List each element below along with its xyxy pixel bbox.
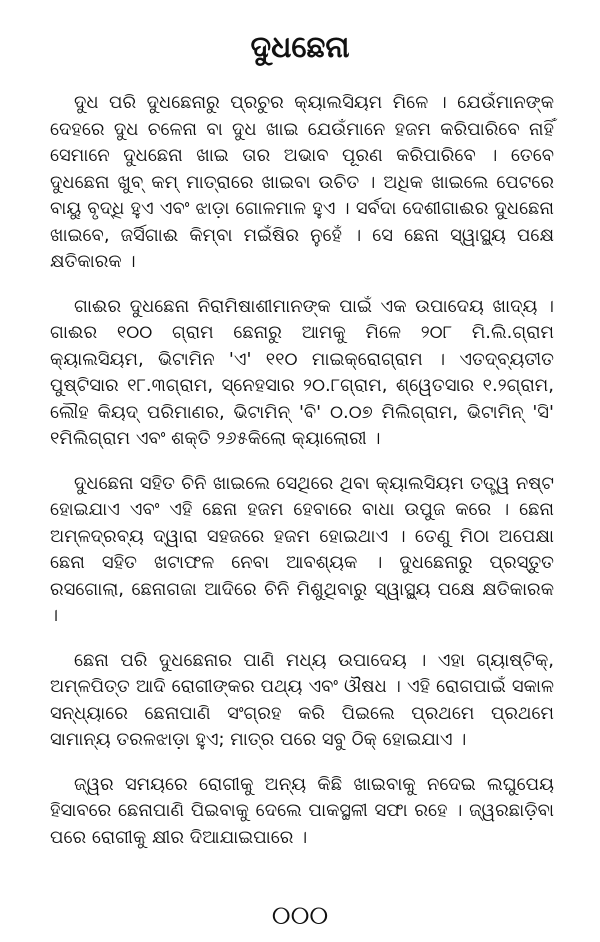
paragraph-4: ଛେନା ପରି ଦୁଧଛେନାର ପାଣି ମଧ୍ୟ ଉପାଦେୟ । ଏହା ଗ୍ୟାଷ୍ଟିକ୍, ଅମ୍ଳପିତ୍ତ ଆଦି ରୋଗୀଙ୍କର ପଥ୍ୟ ଏବଂ ଔଷଧ । ଏହି ରୋଗପାଇଁ ସକାଳ ସନ୍ଧ୍ୟାରେ ଛେନାପାଣି ସଂଗ୍ରହ କରି ପିଇଲେ ପ୍ରଥମେ ପ୍ରଥମେ ସାମାନ୍ୟ ତରଳଝାଡ଼ା ହୁଏ; ମାତ୍ର ପରେ ସବୁ ଠିକ୍ ହୋଇଯାଏ ।	[50, 649, 554, 750]
paragraph-2: ଗାଈର ଦୁଧଛେନା ନିରାମିଷାଶୀମାନଙ୍କ ପାଇଁ ଏକ ଉପାଦେୟ ଖାଦ୍ୟ । ଗାଈର ୧୦୦ ଗ୍ରାମ ଛେନାରୁ ଆମକୁ ମିଳେ ୨୦୮ ମି.ଲି.ଗ୍ରାମ କ୍ୟାଲସିୟମ, ଭିଟାମିନ 'ଏ' ୧୧୦ ମାଇକ୍ରୋଗ୍ରାମ । ଏତଦ୍‌ବ୍ୟତୀତ ପୁଷ୍ଟିସାର ୧୮.୩ଗ୍ରାମ, ସ୍ନେହସାର ୨୦.୮ଗ୍ରାମ, ଶ୍ୱେତସାର ୧.୨ଗ୍ରାମ, ଲୌହ କିୟଦ୍ ପରିମାଣର, ଭିଟାମିନ୍ 'ବି' ୦.୦୭ ମିଲିଗ୍ରାମ, ଭିଟାମିନ୍ 'ସି' ୧ମିଲିଗ୍ରାମ ଏବଂ ଶକ୍ତି ୨୬୫କିଲୋ କ୍ୟାଲୋରୀ ।	[50, 295, 554, 449]
paragraph-3: ଦୁଧଛେନା ସହିତ ଚିନି ଖାଇଲେ ସେଥିରେ ଥିବା କ୍ୟାଲସିୟମ ତତ୍ତ୍ୱ ନଷ୍ଟ ହୋଇଯାଏ ଏବଂ ଏହି ଛେନା ହଜମ ହେବାରେ ବାଧା ଉପୁଜ କରେ । ଛେନା ଅମ୍ଳଦ୍ରବ୍ୟ ଦ୍ୱାରା ସହଜରେ ହଜମ ହୋଇଥାଏ । ତେଣୁ ମିଠା ଅପେକ୍ଷା ଛେନା ସହିତ ଖଟାଫଳ ନେବା ଆବଶ୍ୟକ । ଦୁଧଛେନାରୁ ପ୍ରସ୍ତୁତ ରସଗୋଲା, ଛେନାଗଜା ଆଦିରେ ଚିନି ମିଶୁଥିବାରୁ ସ୍ୱାସ୍ଥ୍ୟ ପକ୍ଷେ କ୍ଷତିକାରକ ।	[50, 472, 554, 626]
page-number: ୦୦୦	[271, 901, 329, 931]
page-title: ଦୁଧଛେନା	[250, 30, 350, 65]
paragraph-5: ଜ୍ୱର ସମୟରେ ରୋଗୀକୁ ଅନ୍ୟ କିଛି ଖାଇବାକୁ ନଦେଇ ଲଘୁପେୟ ହିସାବରେ ଛେନାପାଣି ପିଇବାକୁ ଦେଲେ ପାକସ୍ଥଳୀ ସଫା ରହେ । ଜ୍ୱରଛାଡ଼ିବା ପରେ ରୋଗୀକୁ କ୍ଷୀର ଦିଆଯାଇପାରେ ।	[50, 773, 554, 848]
body-text	[50, 90, 554, 869]
paragraph-1: ଦୁଧ ପରି ଦୁଧଛେନାରୁ ପ୍ରଚୁର କ୍ୟାଲସିୟମ ମିଳେ । ଯେଉଁମାନଙ୍କ ଦେହରେ ଦୁଧ ଚଳେନା ବା ଦୁଧ ଖାଇ ଯେଉଁମାନେ ହଜମ କରିପାରିବେ ନାହିଁ ସେମାନେ ଦୁଧଛେନା ଖାଇ ତାର ଅଭାବ ପୂରଣ କରିପାରିବେ । ତେବେ ଦୁଧଛେନା ଖୁବ୍ କମ୍ ମାତ୍ରାରେ ଖାଇବା ଉଚିତ । ଅଧିକ ଖାଇଲେ ପେଟରେ ବାୟୁ ବୃଦ୍ଧି ହୁଏ ଏବଂ ଝାଡ଼ା ଗୋଳମାଳ ହୁଏ । ସର୍ବଦା ଦେଶୀଗାଈର ଦୁଧଛେନା ଖାଇବେ, ଜର୍ସିଗାଈ କିମ୍ବା ମଇଁଷିର ନୁହେଁ । ସେ ଛେନା ସ୍ୱାସ୍ଥ୍ୟ ପକ୍ଷେ କ୍ଷତିକାରକ ।	[50, 92, 554, 272]
